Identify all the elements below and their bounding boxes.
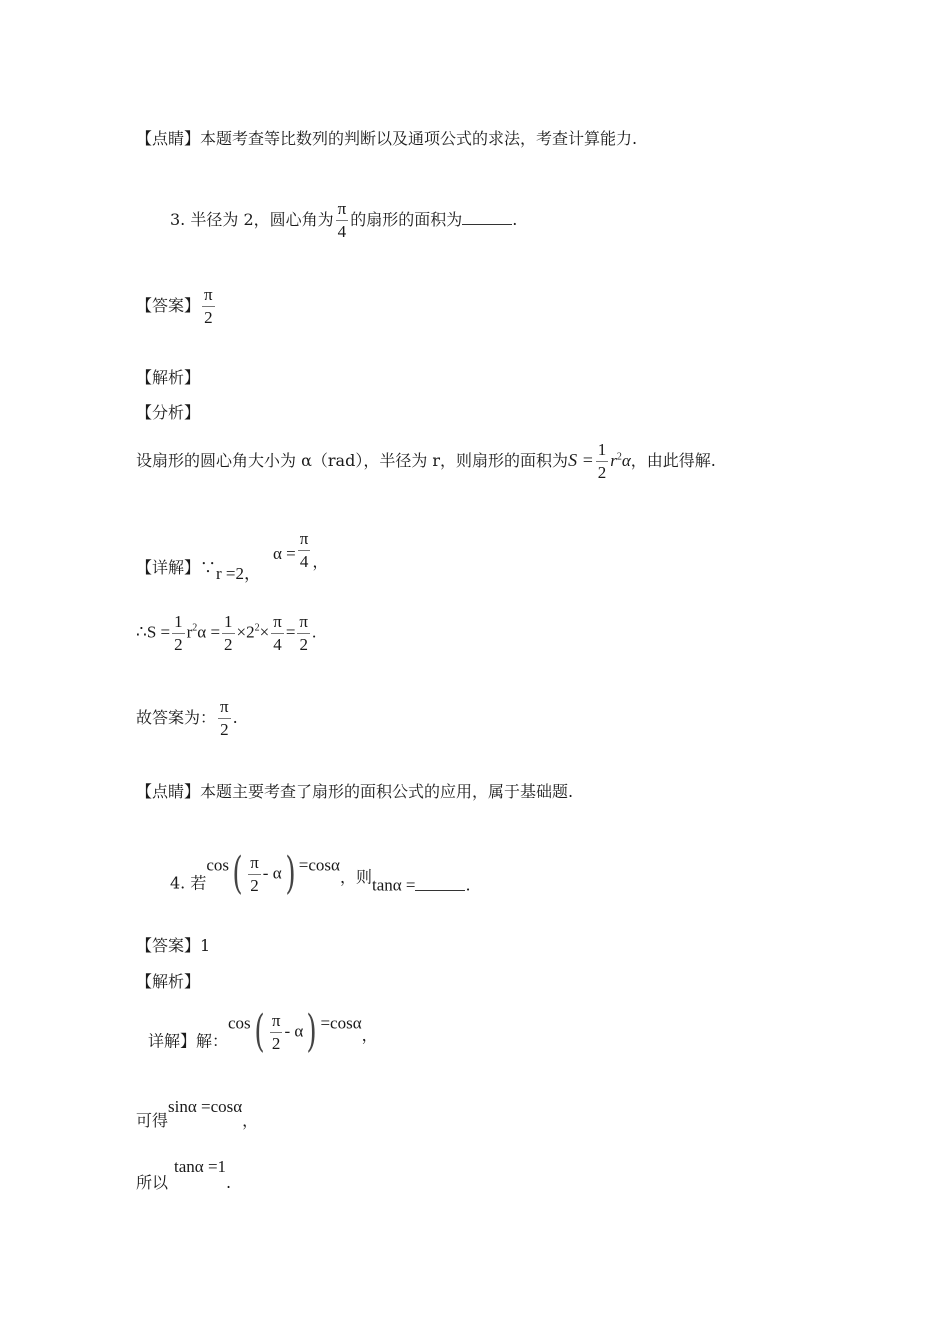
question-3-suffix: 的扇形的面积为: [350, 209, 463, 229]
question-4-mid: ，则: [339, 867, 372, 887]
answer-blank[interactable]: [462, 212, 512, 225]
final-answer-3: [136, 698, 238, 739]
detail-4: [148, 1006, 378, 1057]
dianjing-3: 【点睛】本题主要考查了扇形的面积公式的应用，属于基础题.: [136, 782, 574, 801]
half-pi-fraction: [297, 613, 310, 654]
area-symbol: S =: [568, 449, 594, 470]
quarter-pi-fraction: [271, 613, 284, 654]
fraction-numerator: π: [218, 698, 231, 719]
analysis-tail: ，由此得解.: [630, 450, 716, 470]
fraction-denominator: 4: [273, 634, 282, 654]
question-3: [170, 200, 517, 241]
detail-label: 【详解】∵: [136, 557, 217, 577]
answer-fraction: [202, 286, 215, 327]
half-fraction: [172, 613, 185, 654]
answer-3: [136, 286, 217, 327]
final-answer-label: 故答案为：: [136, 707, 217, 727]
exponent: 2: [254, 622, 260, 634]
exponent: 2: [192, 622, 198, 634]
question-3-prefix: 3. 半径为 2，圆心角为: [170, 209, 334, 229]
alpha-symbol: α: [621, 450, 631, 470]
jiexi-heading-4: 【解析】: [136, 972, 201, 991]
alpha-equation: α =: [273, 543, 296, 563]
question-4: [170, 848, 471, 899]
half-pi-fraction: [270, 1012, 283, 1053]
right-paren: ): [306, 1006, 318, 1057]
equals-sign: =: [285, 622, 296, 642]
detail-comma: ，: [312, 551, 329, 571]
final-fraction: [218, 698, 231, 739]
angle-fraction: [336, 200, 349, 241]
step-4a: [136, 1098, 258, 1129]
calculation-end: .: [312, 622, 317, 642]
fraction-denominator: 2: [250, 875, 259, 895]
fraction-denominator: 2: [224, 634, 233, 654]
exponent: 2: [616, 451, 622, 463]
half-fraction-2: [222, 613, 235, 654]
question-4-prefix: 4. 若: [170, 873, 207, 893]
step-4a-label: 可得: [136, 1111, 169, 1130]
fraction-denominator: 2: [204, 307, 213, 327]
jiexi-heading-3: 【解析】: [136, 368, 201, 387]
sin-cos-equation: sinα =cosα: [168, 1097, 243, 1116]
radius-equation: r =2，: [216, 563, 262, 583]
fraction-numerator: π: [270, 1012, 283, 1033]
fraction-denominator: 2: [220, 719, 229, 739]
fraction-numerator: π: [297, 613, 310, 634]
fraction-denominator: 2: [597, 462, 607, 482]
cos-function: cos: [206, 855, 230, 875]
minus-alpha: - α: [262, 863, 282, 883]
fraction-denominator: 4: [299, 551, 309, 571]
step-4a-end: ，: [242, 1111, 259, 1130]
alpha-fraction: [298, 530, 311, 571]
dianjing-paragraph: 【点睛】本题考查等比数列的判断以及通项公式的求法，考查计算能力.: [136, 129, 638, 148]
fraction-numerator: 1: [172, 613, 185, 634]
fraction-numerator: π: [271, 613, 284, 634]
fraction-numerator: 1: [222, 613, 235, 634]
minus-alpha: - α: [284, 1021, 304, 1041]
fenxi-heading-3: 【分析】: [136, 403, 201, 422]
fraction-denominator: 2: [174, 634, 183, 654]
tan-alpha: tanα =: [371, 875, 416, 895]
left-paren: (: [254, 1006, 265, 1057]
detail-4-label: 详解】解：: [148, 1031, 229, 1051]
radius-symbol: r: [186, 622, 193, 642]
half-fraction: [596, 441, 609, 482]
fraction-denominator: 4: [337, 221, 347, 241]
step-4b: [136, 1158, 231, 1191]
detail-4-end: ，: [361, 1025, 378, 1045]
analysis-text: 设扇形的圆心角大小为 α（rad），半径为 r，则扇形的面积为: [136, 450, 569, 470]
fraction-denominator: 2: [299, 634, 308, 654]
step-4b-end: .: [226, 1173, 232, 1192]
fraction-numerator: 1: [596, 441, 609, 462]
fraction-denominator: 2: [271, 1033, 281, 1053]
times-sign: ×: [259, 622, 270, 642]
final-answer-end: .: [232, 707, 238, 727]
answer-4: 【答案】1: [136, 936, 211, 955]
left-paren: (: [232, 848, 243, 899]
question-4-end: .: [465, 875, 471, 895]
calculation-3: [136, 613, 316, 654]
answer-label: 【答案】: [136, 295, 201, 315]
radius-symbol: r: [610, 450, 617, 470]
question-3-end: .: [512, 209, 518, 229]
step-4b-label: 所以: [136, 1173, 169, 1192]
analysis-3: [136, 441, 716, 482]
cos-alpha: =cosα: [320, 1013, 362, 1033]
right-paren: ): [285, 848, 296, 899]
times-two: ×2: [236, 622, 255, 642]
fraction-numerator: π: [336, 200, 349, 221]
tan-equation: tanα =1: [174, 1157, 227, 1176]
answer-blank-4[interactable]: [415, 878, 465, 891]
half-pi-fraction: [248, 854, 261, 895]
therefore-s: ∴S =: [136, 622, 171, 642]
fraction-numerator: π: [298, 530, 311, 551]
fraction-numerator: π: [248, 854, 261, 875]
cos-alpha: =cosα: [298, 855, 340, 875]
alpha-equals: α =: [197, 622, 221, 642]
fraction-numerator: π: [202, 286, 215, 307]
detail-3: [136, 530, 328, 582]
cos-function: cos: [228, 1013, 251, 1033]
